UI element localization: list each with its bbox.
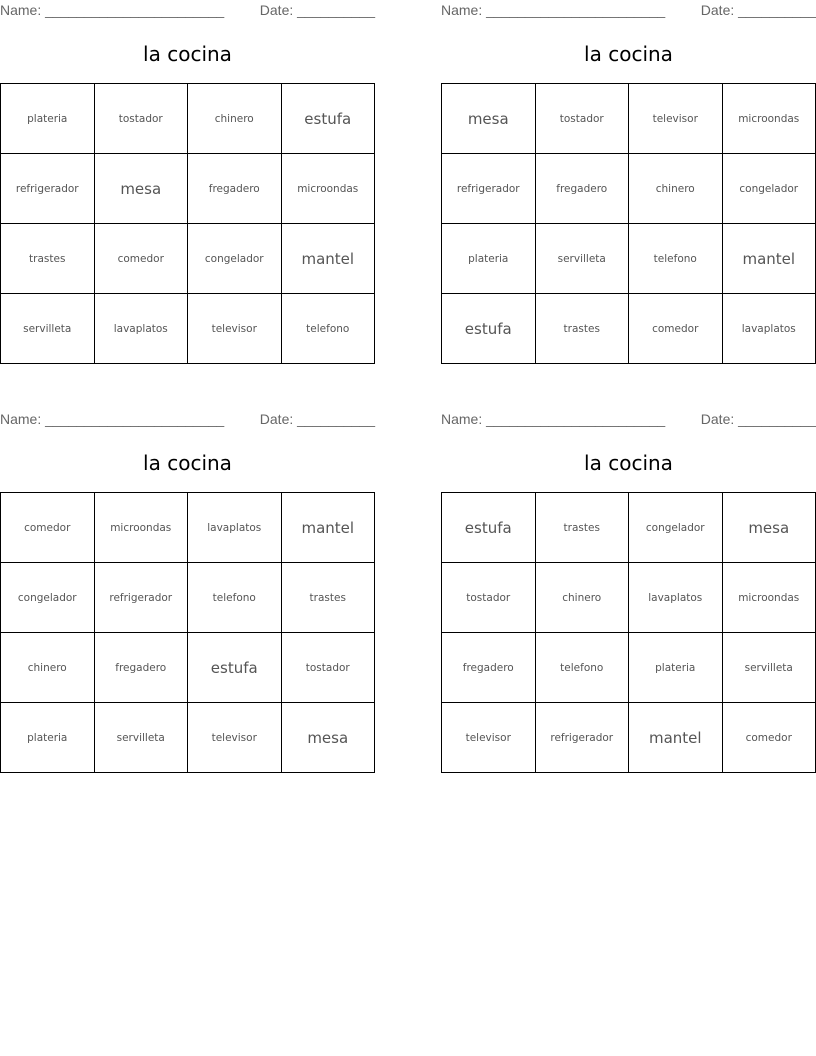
bingo-cell: comedor [1,493,95,563]
name-field: Name: _______________________ [0,411,225,427]
bingo-cell: estufa [282,84,376,154]
bingo-cell: lavaplatos [95,294,189,364]
bingo-cell: trastes [536,294,630,364]
date-field: Date: __________ [700,411,816,427]
bingo-cell: refrigerador [442,154,536,224]
bingo-cell: chinero [629,154,723,224]
bingo-cell: plateria [1,703,95,773]
date-field: Date: __________ [259,2,375,18]
bingo-grid [441,492,816,773]
bingo-cell: trastes [282,563,376,633]
bingo-cell: comedor [723,703,816,773]
bingo-cell: lavaplatos [188,493,282,563]
bingo-cell: televisor [442,703,536,773]
card-title: la cocina [584,42,673,66]
bingo-cell: plateria [442,224,536,294]
bingo-card-2 [441,0,816,364]
bingo-cell: microondas [723,84,816,154]
bingo-cell: mantel [282,493,376,563]
bingo-cell: televisor [629,84,723,154]
bingo-cell: tostador [95,84,189,154]
bingo-cell: servilleta [1,294,95,364]
name-date-row [0,2,375,20]
name-date-row [0,411,375,429]
bingo-cell: telefono [188,563,282,633]
bingo-cell: fregadero [95,633,189,703]
bingo-cell: comedor [95,224,189,294]
date-field: Date: __________ [700,2,816,18]
name-date-row [441,2,816,20]
bingo-card-4 [441,409,816,773]
bingo-cell: mantel [629,703,723,773]
bingo-cell: congelador [1,563,95,633]
bingo-cell: estufa [442,493,536,563]
bingo-cell: trastes [1,224,95,294]
card-title: la cocina [143,451,232,475]
bingo-cell: lavaplatos [723,294,816,364]
bingo-grid [0,492,375,773]
bingo-cell: telefono [629,224,723,294]
bingo-cell: microondas [723,563,816,633]
bingo-cell: tostador [536,84,630,154]
bingo-cell: servilleta [723,633,816,703]
bingo-cell: mesa [282,703,376,773]
name-field: Name: _______________________ [441,2,666,18]
bingo-cell: lavaplatos [629,563,723,633]
name-field: Name: _______________________ [0,2,225,18]
bingo-cell: plateria [629,633,723,703]
bingo-cell: mesa [723,493,816,563]
bingo-cell: tostador [282,633,376,703]
bingo-cell: televisor [188,294,282,364]
bingo-grid [441,83,816,364]
bingo-cell: televisor [188,703,282,773]
name-field: Name: _______________________ [441,411,666,427]
bingo-cell: refrigerador [95,563,189,633]
date-field: Date: __________ [259,411,375,427]
bingo-grid [0,83,375,364]
bingo-cell: servilleta [95,703,189,773]
bingo-cell: comedor [629,294,723,364]
bingo-cell: trastes [536,493,630,563]
bingo-cell: mantel [282,224,376,294]
bingo-cell: estufa [442,294,536,364]
bingo-cell: refrigerador [1,154,95,224]
bingo-cell: chinero [188,84,282,154]
bingo-cell: tostador [442,563,536,633]
bingo-cell: fregadero [442,633,536,703]
bingo-cell: refrigerador [536,703,630,773]
bingo-cell: congelador [629,493,723,563]
bingo-cell: telefono [536,633,630,703]
bingo-card-3 [0,409,375,773]
bingo-cell: chinero [1,633,95,703]
bingo-cell: microondas [95,493,189,563]
bingo-cell: telefono [282,294,376,364]
bingo-cell: fregadero [536,154,630,224]
bingo-cell: plateria [1,84,95,154]
bingo-cell: mesa [442,84,536,154]
bingo-cell: mesa [95,154,189,224]
bingo-cell: microondas [282,154,376,224]
bingo-cell: servilleta [536,224,630,294]
bingo-cell: estufa [188,633,282,703]
card-title: la cocina [584,451,673,475]
bingo-card-1 [0,0,375,364]
card-title: la cocina [143,42,232,66]
bingo-cell: congelador [723,154,816,224]
bingo-cell: fregadero [188,154,282,224]
bingo-cell: mantel [723,224,816,294]
name-date-row [441,411,816,429]
bingo-cell: chinero [536,563,630,633]
bingo-cell: congelador [188,224,282,294]
